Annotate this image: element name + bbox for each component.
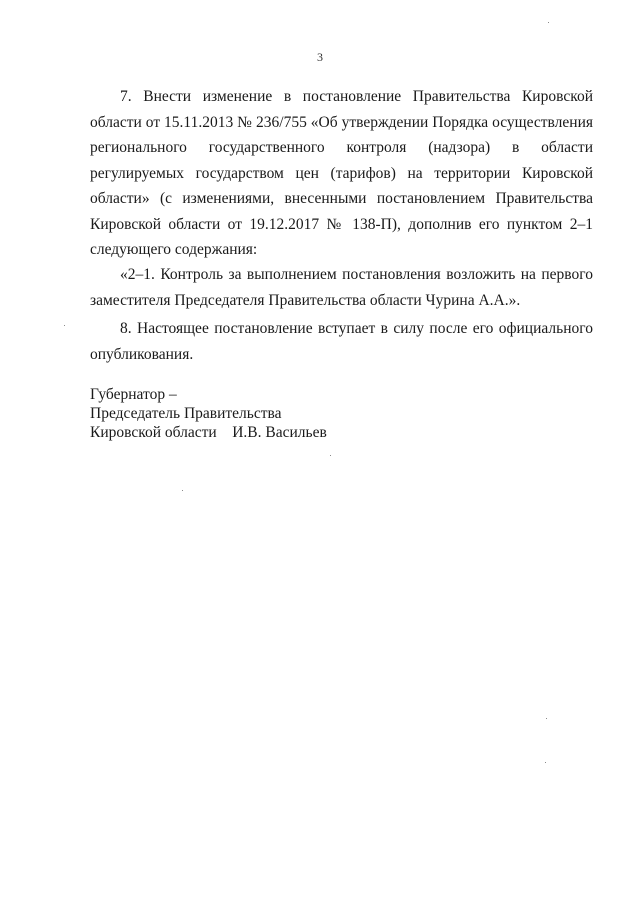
scan-speck bbox=[64, 325, 65, 326]
paragraph-item-2-1-text: «2–1. Контроль за выполнением постановления возложить на первого заместителя Председателя Правительства области Чурина А.А.». bbox=[90, 266, 593, 309]
scan-speck bbox=[545, 762, 546, 763]
signature-block bbox=[90, 385, 327, 442]
signature-name-line: Кировской области И.В. Васильев bbox=[90, 424, 327, 441]
paragraph-item-8 bbox=[90, 316, 593, 367]
signature-title-chairman: Председатель Правительства bbox=[90, 405, 282, 422]
paragraph-item-7 bbox=[90, 84, 593, 263]
paragraph-item-8-text: 8. Настоящее постановление вступает в силу после его официального опубликования. bbox=[90, 320, 593, 363]
signature-title-governor: Губернатор – bbox=[90, 386, 177, 403]
scan-speck bbox=[330, 455, 331, 456]
scan-speck bbox=[546, 718, 547, 719]
page-number: 3 bbox=[317, 50, 323, 64]
scan-speck bbox=[548, 22, 549, 23]
paragraph-item-7-text: 7. Внести изменение в постановление Правительства Кировской области от 15.11.2013 № 236/755 «Об утверждении Порядка осуществления регионального государственного контроля (надзора) в области регулируемых государством цен (тарифов) на территории Кировской области» (с изменениями, внесенными постановлением Правительства Кировской области от 19.12.2017 № 138-П), дополнив его пунктом 2–1 следующего содержания: bbox=[90, 88, 593, 258]
paragraph-item-2-1 bbox=[90, 262, 593, 313]
scan-speck bbox=[182, 490, 183, 491]
